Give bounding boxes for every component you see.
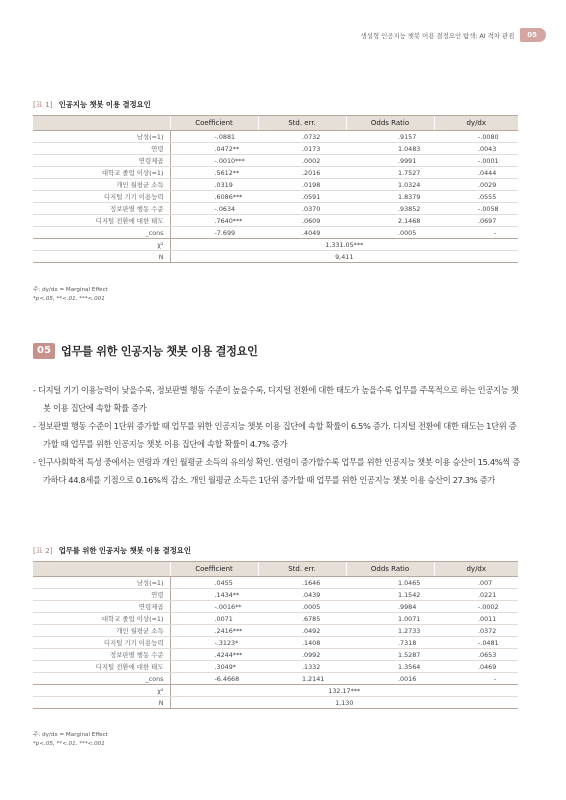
table1-header-corner: [33, 116, 170, 131]
odds-ratio-cell: 1.0483: [346, 143, 434, 155]
row-label: 정보판별 행동 수준: [33, 649, 170, 661]
running-title: 생성형 인공지능 챗봇 이용 결정요인 탐색: AI 격차 관점: [360, 31, 515, 40]
coefficient-cell: .4244***: [170, 649, 258, 661]
dydx-cell: -.0058: [434, 203, 518, 215]
dydx-cell: -: [434, 227, 518, 239]
std-err-cell: .0370: [258, 203, 346, 215]
coefficient-cell: -7.699: [170, 227, 258, 239]
dydx-cell: -.0481: [434, 637, 518, 649]
row-label: _cons: [33, 227, 170, 239]
table1: [33, 115, 518, 263]
coefficient-cell: -.0016**: [170, 601, 258, 613]
table1-notes: [33, 286, 108, 304]
std-err-cell: .0002: [258, 155, 346, 167]
std-err-cell: .0439: [258, 589, 346, 601]
dydx-cell: .007: [434, 577, 518, 589]
table1-note-significance: *p<.05, **<.01, ***<.001: [33, 296, 105, 302]
bullet-3: - 인구사회학적 특성 중에서는 연령과 개인 월평균 소득의 유의성 확인. 연령이 증가할수록 업무를 위한 인공지능 챗봇 이용 승산이 15.4%씩 증가하다 44.8세를 기점으로 0.16%씩 감소. 개인 월평균 소득은 1단위 증가할 때 업무를 위한 인공지능 챗봇 이용 승산이 27.3% 증가: [33, 457, 520, 485]
table-row: [33, 625, 518, 637]
odds-ratio-cell: 2.1468: [346, 215, 434, 227]
table1-n-row: [33, 251, 518, 263]
table2-chi2-label: χ²: [33, 685, 170, 697]
coefficient-cell: -.3123*: [170, 637, 258, 649]
table2-header-std-err: Std. err.: [258, 562, 346, 577]
table2-header-corner: [33, 562, 170, 577]
table1-header-odds-ratio: Odds Ratio: [346, 116, 434, 131]
section-title: 업무를 위한 인공지능 챗봇 이용 결정요인: [61, 345, 258, 358]
odds-ratio-cell: 1.0465: [346, 577, 434, 589]
running-header: [361, 28, 547, 42]
coefficient-cell: -.0010***: [170, 155, 258, 167]
odds-ratio-cell: .93852: [346, 203, 434, 215]
row-label: 연령: [33, 589, 170, 601]
std-err-cell: .2016: [258, 167, 346, 179]
coefficient-cell: -.0634: [170, 203, 258, 215]
table-row: [33, 167, 518, 179]
table2-header-row: [33, 562, 518, 577]
std-err-cell: .6785: [258, 613, 346, 625]
coefficient-cell: .7640***: [170, 215, 258, 227]
table1-caption: [33, 99, 151, 110]
std-err-cell: .0609: [258, 215, 346, 227]
std-err-cell: .1332: [258, 661, 346, 673]
std-err-cell: 1.2141: [258, 673, 346, 685]
row-label: _cons: [33, 673, 170, 685]
row-label: 정보판별 행동 수준: [33, 203, 170, 215]
coefficient-cell: -.0881: [170, 131, 258, 143]
dydx-cell: .0221: [434, 589, 518, 601]
table-row: [33, 661, 518, 673]
odds-ratio-cell: 1.2733: [346, 625, 434, 637]
table1-n-value: 9,411: [170, 251, 518, 263]
table-row: [33, 215, 518, 227]
row-label: 디지털 기기 이용능력: [33, 191, 170, 203]
table2-caption: [33, 545, 191, 556]
table-row: [33, 155, 518, 167]
table-row: [33, 649, 518, 661]
row-label: 연령: [33, 143, 170, 155]
coefficient-cell: -6.4668: [170, 673, 258, 685]
table2-note-marginal: 주: dy/dx = Marginal Effect: [33, 732, 108, 738]
dydx-cell: -.0001: [434, 155, 518, 167]
table-row: [33, 131, 518, 143]
odds-ratio-cell: .0016: [346, 673, 434, 685]
table2-header-coefficient: Coefficient: [170, 562, 258, 577]
table1-chi2-value: 1,331.05***: [170, 239, 518, 251]
table-row: [33, 589, 518, 601]
table-row: [33, 191, 518, 203]
table-row: [33, 143, 518, 155]
table-row: [33, 227, 518, 239]
odds-ratio-cell: .9991: [346, 155, 434, 167]
bullet-2: - 정보판별 행동 수준이 1단위 증가할 때 업무를 위한 인공지능 챗봇 이용 집단에 속할 확률이 6.5% 증가. 디지털 전환에 대한 태도는 1단위 증가할 때 업무를 위한 인공지능 챗봇 이용 집단에 속할 확률이 4.7% 증가: [33, 421, 517, 449]
row-label: 대학교 졸업 이상(=1): [33, 613, 170, 625]
dydx-cell: .0697: [434, 215, 518, 227]
coefficient-cell: .5612**: [170, 167, 258, 179]
table-row: [33, 203, 518, 215]
table1-header-row: [33, 116, 518, 131]
row-label: 디지털 전환에 대한 태도: [33, 661, 170, 673]
coefficient-cell: .0472**: [170, 143, 258, 155]
section-heading: [33, 343, 258, 359]
row-label: 개인 월평균 소득: [33, 625, 170, 637]
odds-ratio-cell: 1.0071: [346, 613, 434, 625]
std-err-cell: .1408: [258, 637, 346, 649]
row-label: 개인 월평균 소득: [33, 179, 170, 191]
table2-notes: [33, 731, 108, 749]
dydx-cell: .0555: [434, 191, 518, 203]
odds-ratio-cell: 1.0324: [346, 179, 434, 191]
std-err-cell: .1646: [258, 577, 346, 589]
table1-header-dydx: dy/dx: [434, 116, 518, 131]
odds-ratio-cell: .7318: [346, 637, 434, 649]
coefficient-cell: .0319: [170, 179, 258, 191]
bullet-1: - 디지털 기기 이용능력이 낮을수록, 정보판별 행동 수준이 높을수록, 디지털 전환에 대한 태도가 높을수록 업무를 주목적으로 하는 인공지능 챗봇 이용 집단에 속할 확률 증가: [33, 385, 519, 413]
row-label: 연령제곱: [33, 601, 170, 613]
table1-title: 인공지능 챗봇 이용 결정요인: [58, 100, 151, 109]
std-err-cell: .0992: [258, 649, 346, 661]
table2-note-significance: *p<.05, **<.01, ***<.001: [33, 741, 105, 747]
coefficient-cell: .6086***: [170, 191, 258, 203]
coefficient-cell: .3049*: [170, 661, 258, 673]
row-label: 남성(=1): [33, 577, 170, 589]
dydx-cell: -: [434, 673, 518, 685]
table1-header-coefficient: Coefficient: [170, 116, 258, 131]
dydx-cell: .0469: [434, 661, 518, 673]
dydx-cell: .0444: [434, 167, 518, 179]
row-label: 디지털 기기 이용능력: [33, 637, 170, 649]
row-label: 대학교 졸업 이상(=1): [33, 167, 170, 179]
table2-n-value: 1,130: [170, 697, 518, 709]
table1-note-marginal: 주: dy/dx = Marginal Effect: [33, 287, 108, 293]
dydx-cell: .0011: [434, 613, 518, 625]
odds-ratio-cell: .9984: [346, 601, 434, 613]
std-err-cell: .0198: [258, 179, 346, 191]
dydx-cell: -.0080: [434, 131, 518, 143]
table2-number: [표 2]: [33, 546, 53, 555]
odds-ratio-cell: 1.7527: [346, 167, 434, 179]
table-row: [33, 179, 518, 191]
coefficient-cell: .0071: [170, 613, 258, 625]
coefficient-cell: .0455: [170, 577, 258, 589]
odds-ratio-cell: 1.8379: [346, 191, 434, 203]
std-err-cell: .0732: [258, 131, 346, 143]
table-row: [33, 673, 518, 685]
dydx-cell: .0043: [434, 143, 518, 155]
coefficient-cell: .1434**: [170, 589, 258, 601]
odds-ratio-cell: .9157: [346, 131, 434, 143]
table2-header-dydx: dy/dx: [434, 562, 518, 577]
table2-header-odds-ratio: Odds Ratio: [346, 562, 434, 577]
table2: [33, 561, 518, 709]
table2-chi2-value: 132.17***: [170, 685, 518, 697]
dydx-cell: .0372: [434, 625, 518, 637]
odds-ratio-cell: 1.5287: [346, 649, 434, 661]
table1-chi2-row: [33, 239, 518, 251]
std-err-cell: .4049: [258, 227, 346, 239]
section-number: 05: [33, 343, 55, 359]
table-row: [33, 613, 518, 625]
std-err-cell: .0005: [258, 601, 346, 613]
section-bullets: [33, 382, 523, 490]
table2-title: 업무를 위한 인공지능 챗봇 이용 결정요인: [58, 546, 191, 555]
row-label: 디지털 전환에 대한 태도: [33, 215, 170, 227]
coefficient-cell: .2416***: [170, 625, 258, 637]
std-err-cell: .0492: [258, 625, 346, 637]
table-row: [33, 637, 518, 649]
odds-ratio-cell: 1.1542: [346, 589, 434, 601]
table-row: [33, 577, 518, 589]
table1-number: [표 1]: [33, 100, 53, 109]
table2-chi2-row: [33, 685, 518, 697]
page-number-badge: 05: [520, 28, 546, 42]
dydx-cell: .0029: [434, 179, 518, 191]
table2-n-label: N: [33, 697, 170, 709]
table-row: [33, 601, 518, 613]
row-label: 연령제곱: [33, 155, 170, 167]
std-err-cell: .0591: [258, 191, 346, 203]
table2-n-row: [33, 697, 518, 709]
odds-ratio-cell: .0005: [346, 227, 434, 239]
table1-header-std-err: Std. err.: [258, 116, 346, 131]
table1-n-label: N: [33, 251, 170, 263]
table1-chi2-label: χ²: [33, 239, 170, 251]
row-label: 남성(=1): [33, 131, 170, 143]
std-err-cell: .0173: [258, 143, 346, 155]
dydx-cell: .0653: [434, 649, 518, 661]
odds-ratio-cell: 1.3564: [346, 661, 434, 673]
dydx-cell: -.0002: [434, 601, 518, 613]
